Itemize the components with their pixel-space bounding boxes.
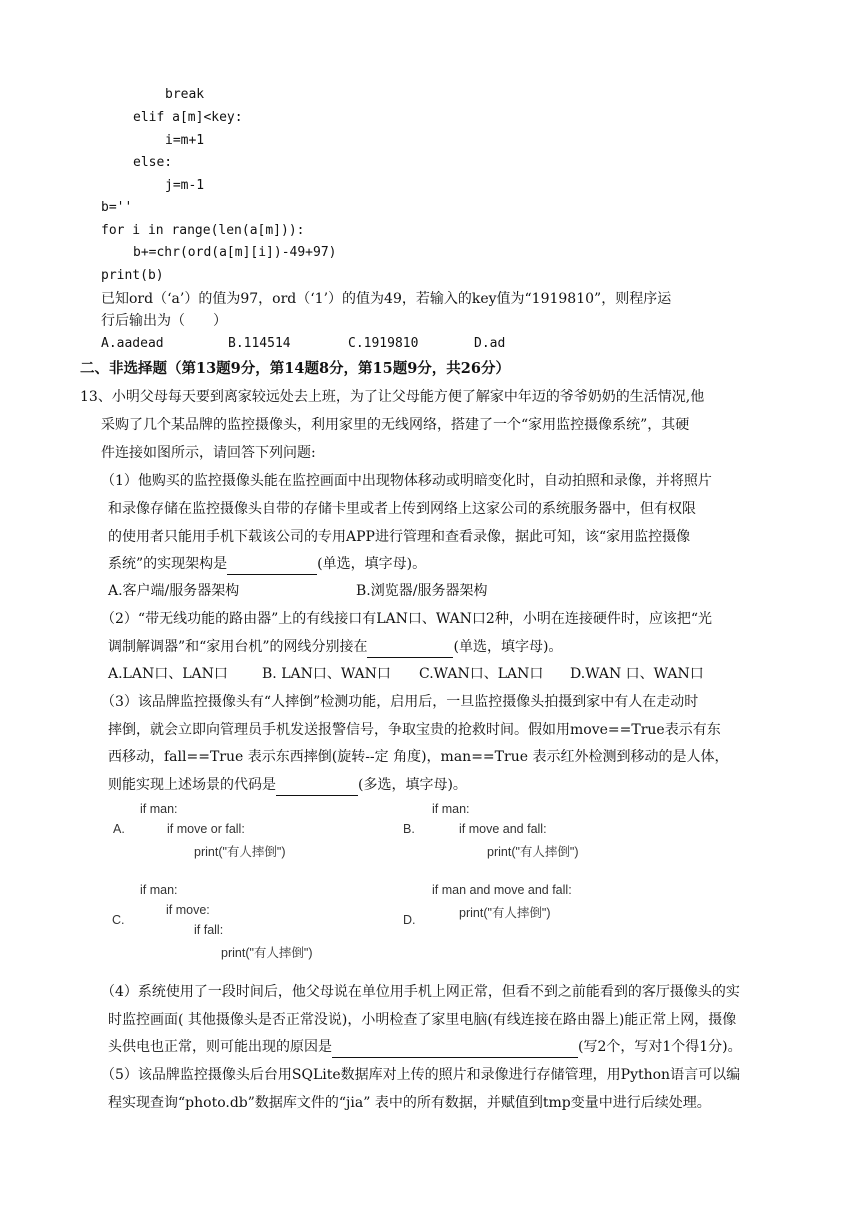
option-b: B.114514 <box>228 336 291 351</box>
option-a: A.LAN口、LAN口 <box>108 666 228 682</box>
code-option-d <box>403 881 703 941</box>
code-text: if move and fall: <box>459 822 547 836</box>
subquestion-1: 和录像存储在监控摄像头自带的存储卡里或者上传到网络上这家公司的系统服务器中，但有权限 <box>108 501 696 517</box>
code-line: elif a[m]<key: <box>133 110 243 125</box>
code-text: print("有人摔倒") <box>221 946 313 960</box>
code-line: j=m-1 <box>165 178 205 193</box>
subquestion-5: （5）该品牌监控摄像头后台用SQLite数据库对上传的照片和录像进行存储管理，用Python语言可以编 <box>101 1067 741 1083</box>
code-option-c <box>110 881 390 965</box>
answer-blank[interactable] <box>276 775 358 796</box>
code-line: b+=chr(ord(a[m][i])-49+97) <box>133 245 337 260</box>
section-title: 二、非选择题（第13题9分，第14题8分，第15题9分，共26分） <box>80 360 510 377</box>
option-d: D.WAN 口、WAN口 <box>570 666 704 682</box>
question-stem: 已知ord（‘a’）的值为97，ord（‘1’）的值为49，若输入的key值为“1919810”，则程序运 <box>101 291 672 307</box>
subquestion-text: 系统”的实现架构是 <box>108 556 228 572</box>
code-text: if move or fall: <box>167 822 245 836</box>
question-intro: 13、小明父母每天要到离家较远处去上班，为了让父母能方便了解家中年迈的爷爷奶奶的生活情况,他 <box>80 389 705 405</box>
option-d: D.ad <box>474 336 506 351</box>
option-label: C. <box>112 913 125 927</box>
option-b: B.浏览器/服务器架构 <box>356 583 488 599</box>
option-label: D. <box>403 913 416 927</box>
code-line: break <box>165 87 205 102</box>
subquestion-text: 头供电也正常，则可能出现的原因是 <box>108 1039 332 1055</box>
code-text: if move: <box>166 903 210 917</box>
option-c: C.WAN口、LAN口 <box>419 666 544 682</box>
subquestion-4-last <box>108 1037 742 1058</box>
subquestion-2-last <box>108 637 562 658</box>
option-a: A.客户端/服务器架构 <box>108 583 240 599</box>
subquestion-4: 时监控画面( 其他摄像头是否正常没说)，小明检查了家里电脑(有线连接在路由器上)能正常上网，摄像 <box>108 1012 737 1028</box>
subquestion-2: （2）“带无线功能的路由器”上的有线接口有LAN口、WAN口2种，小明在连接硬件时，应该把“光 <box>101 611 712 627</box>
subquestion-1: （1）他购买的监控摄像头能在监控画面中出现物体移动或明暗变化时，自动拍照和录像，并将照片 <box>101 473 712 489</box>
code-text: print("有人摔倒") <box>487 845 579 859</box>
answer-blank[interactable] <box>332 1037 578 1058</box>
subquestion-text: (多选，填字母)。 <box>358 777 467 793</box>
code-text: if fall: <box>194 923 224 937</box>
code-text: if man and move and fall: <box>432 883 572 897</box>
subquestion-3: 摔倒，就会立即向管理员手机发送报警信号，争取宝贵的抢救时间。假如用move==True表示有东 <box>108 722 721 738</box>
subquestion-5: 程实现查询“photo.db”数据库文件的“jia” 表中的所有数据，并赋值到tmp变量中进行后续处理。 <box>108 1095 711 1111</box>
answer-blank[interactable] <box>367 637 453 658</box>
question-stem: 行后输出为（ ） <box>101 313 227 329</box>
subquestion-text: (写2个，写对1个得1分)。 <box>578 1039 742 1055</box>
code-line: for i in range(len(a[m])): <box>101 223 305 238</box>
code-text: print("有人摔倒") <box>459 906 551 920</box>
code-line: i=m+1 <box>165 133 205 148</box>
option-label: A. <box>113 822 125 836</box>
code-line: print(b) <box>101 268 164 283</box>
code-text: print("有人摔倒") <box>194 845 286 859</box>
code-option-a <box>110 800 390 870</box>
code-text: if man: <box>140 802 178 816</box>
subquestion-4: （4）系统使用了一段时间后，他父母说在单位用手机上网正常，但看不到之前能看到的客厅摄像头的实 <box>101 984 740 1000</box>
code-option-b <box>403 800 703 870</box>
subquestion-1-last <box>108 554 426 575</box>
code-text: if man: <box>432 802 470 816</box>
subquestion-3: 西移动，fall==True 表示东西摔倒(旋转--定 角度)，man==True 表示红外检测到移动的是人体， <box>108 749 729 765</box>
code-text: if man: <box>140 883 178 897</box>
code-line: b='' <box>101 200 133 215</box>
option-c: C.1919810 <box>348 336 419 351</box>
subquestion-text: 则能实现上述场景的代码是 <box>108 777 276 793</box>
subquestion-3-last <box>108 775 467 796</box>
question-intro: 采购了几个某品牌的监控摄像头，利用家里的无线网络，搭建了一个“家用监控摄像系统”，其硬 <box>101 417 690 433</box>
subquestion-text: (单选，填字母)。 <box>453 639 563 655</box>
option-b: B. LAN口、WAN口 <box>262 666 391 682</box>
option-label: B. <box>403 822 415 836</box>
option-a: A.aadead <box>101 336 164 351</box>
code-line: else: <box>133 155 173 170</box>
question-intro: 件连接如图所示，请回答下列问题: <box>101 445 316 461</box>
subquestion-text: (单选，填字母)。 <box>317 556 427 572</box>
answer-blank[interactable] <box>227 554 317 575</box>
subquestion-3: （3）该品牌监控摄像头有“人摔倒”检测功能，启用后，一旦监控摄像头拍摄到家中有人在走动时 <box>101 694 699 710</box>
subquestion-1: 的使用者只能用手机下载该公司的专用APP进行管理和查看录像，据此可知，该“家用监控摄像 <box>108 529 691 545</box>
subquestion-text: 调制解调器”和“家用台机”的网线分别接在 <box>108 639 368 655</box>
